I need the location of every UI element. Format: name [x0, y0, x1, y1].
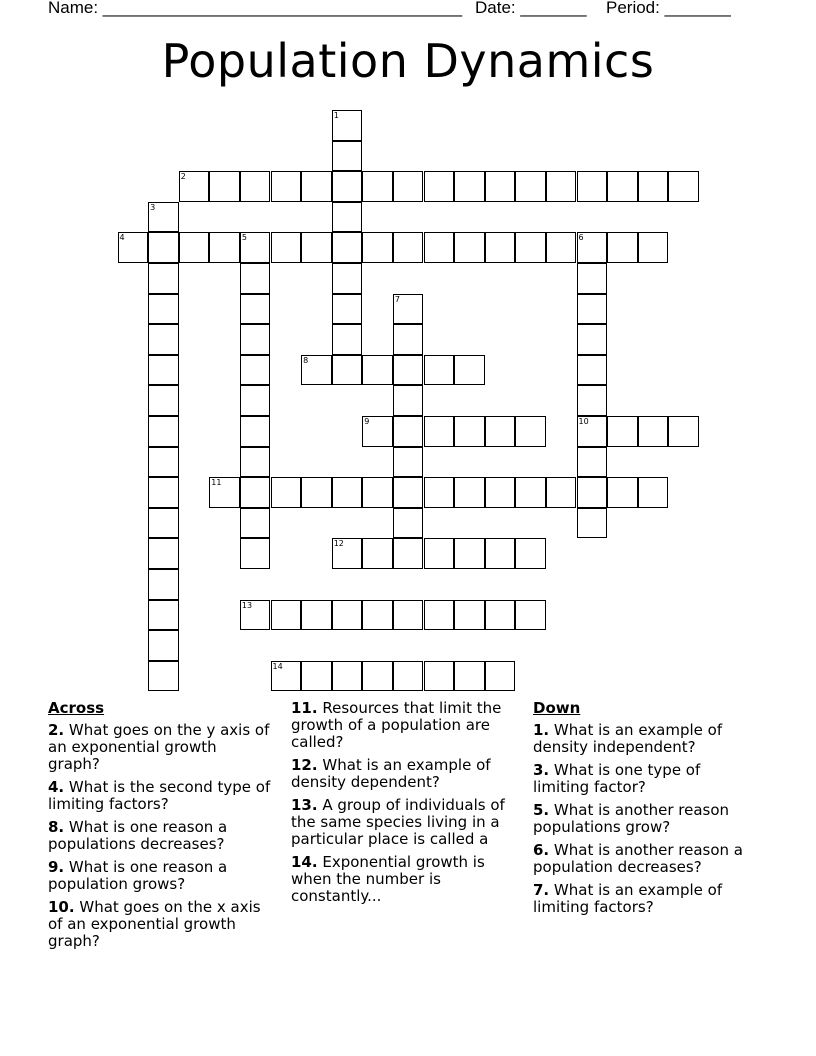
- cell-number: 13: [241, 600, 253, 610]
- grid-cell[interactable]: [148, 385, 179, 416]
- grid-cell[interactable]: [393, 447, 424, 478]
- grid-cell[interactable]: [638, 416, 669, 447]
- grid-cell[interactable]: [240, 447, 271, 478]
- grid-cell[interactable]: [668, 416, 699, 447]
- grid-cell[interactable]: [148, 600, 179, 631]
- date-field-label[interactable]: Date: _______: [475, 0, 587, 17]
- grid-cell[interactable]: [515, 171, 546, 202]
- grid-cell[interactable]: [577, 232, 608, 263]
- grid-cell[interactable]: [271, 477, 302, 508]
- cell-number: 2: [180, 172, 186, 182]
- clue-across-13: 13. A group of individuals of the same species living in a particular place is called a: [291, 796, 505, 848]
- clue-down-5: 5. What is another reason populations grow?: [533, 801, 730, 836]
- grid-cell[interactable]: [362, 477, 393, 508]
- grid-cell[interactable]: [393, 538, 424, 569]
- grid-cell[interactable]: [271, 600, 302, 631]
- grid-cell[interactable]: [240, 294, 271, 325]
- grid-cell[interactable]: [454, 232, 485, 263]
- grid-cell[interactable]: [638, 232, 669, 263]
- grid-cell[interactable]: [393, 661, 424, 692]
- grid-cell[interactable]: [393, 171, 424, 202]
- grid-cell[interactable]: [393, 600, 424, 631]
- name-field-label[interactable]: Name: ______________________________________: [48, 0, 463, 17]
- grid-cell[interactable]: [240, 171, 271, 202]
- grid-cell[interactable]: [424, 232, 455, 263]
- grid-cell[interactable]: [362, 661, 393, 692]
- grid-cell[interactable]: [393, 508, 424, 539]
- grid-cell[interactable]: [577, 294, 608, 325]
- grid-cell[interactable]: [332, 232, 363, 263]
- grid-cell[interactable]: [454, 171, 485, 202]
- grid-cell[interactable]: [240, 385, 271, 416]
- grid-cell[interactable]: [393, 294, 424, 325]
- grid-cell[interactable]: [332, 294, 363, 325]
- grid-cell[interactable]: [240, 324, 271, 355]
- grid-cell[interactable]: [271, 232, 302, 263]
- grid-cell[interactable]: [301, 232, 332, 263]
- cell-number: 10: [578, 417, 589, 426]
- grid-cell[interactable]: [393, 324, 424, 355]
- grid-cell[interactable]: [332, 355, 363, 386]
- grid-cell[interactable]: [454, 538, 485, 569]
- grid-cell[interactable]: [240, 477, 271, 508]
- grid-cell[interactable]: [301, 355, 332, 386]
- grid-cell[interactable]: [240, 355, 271, 386]
- grid-cell[interactable]: [424, 538, 455, 569]
- grid-cell[interactable]: [577, 385, 608, 416]
- grid-cell[interactable]: [393, 232, 424, 263]
- down-heading: Down: [533, 699, 581, 717]
- grid-cell[interactable]: [515, 416, 546, 447]
- cell-number: 3: [150, 202, 156, 212]
- grid-cell[interactable]: [271, 661, 302, 692]
- grid-cell[interactable]: [332, 263, 363, 294]
- clue-down-6: 6. What is another reason a population decreases?: [533, 841, 743, 876]
- grid-cell[interactable]: [301, 477, 332, 508]
- cell-number: 1: [333, 111, 339, 120]
- grid-cell[interactable]: [515, 538, 546, 569]
- grid-cell[interactable]: [240, 600, 271, 631]
- grid-cell[interactable]: [148, 263, 179, 294]
- page-title: Population Dynamics: [161, 34, 655, 88]
- grid-cell[interactable]: [240, 263, 271, 294]
- grid-cell[interactable]: [485, 171, 516, 202]
- across-clues-column-1: [48, 700, 273, 956]
- cell-number: 7: [394, 294, 400, 304]
- across-clues-column-2: [291, 700, 516, 911]
- grid-cell[interactable]: [515, 600, 546, 631]
- grid-cell[interactable]: [546, 477, 577, 508]
- grid-cell[interactable]: [148, 538, 179, 569]
- grid-cell[interactable]: [424, 416, 455, 447]
- clue-down-7: 7. What is an example of limiting factors?: [533, 881, 723, 916]
- grid-cell[interactable]: [148, 661, 179, 692]
- grid-cell[interactable]: [454, 661, 485, 692]
- down-clues-column: [533, 700, 743, 922]
- grid-cell[interactable]: [179, 232, 210, 263]
- cell-number: 4: [119, 233, 125, 243]
- grid-cell[interactable]: [454, 600, 485, 631]
- grid-cell[interactable]: [332, 661, 363, 692]
- grid-cell[interactable]: [271, 171, 302, 202]
- grid-cell[interactable]: [332, 600, 363, 631]
- grid-cell[interactable]: [179, 171, 210, 202]
- grid-cell[interactable]: [209, 232, 240, 263]
- grid-cell[interactable]: [240, 416, 271, 447]
- grid-cell[interactable]: [362, 232, 393, 263]
- grid-cell[interactable]: [362, 171, 393, 202]
- clue-across-11: 11. Resources that limit the growth of a population are called?: [291, 699, 502, 751]
- clue-across-10: 10. What goes on the x axis of an exponential growth graph?: [48, 898, 261, 950]
- grid-cell[interactable]: [332, 171, 363, 202]
- grid-cell[interactable]: [577, 508, 608, 539]
- grid-cell[interactable]: [424, 171, 455, 202]
- grid-cell[interactable]: [577, 171, 608, 202]
- grid-cell[interactable]: [577, 447, 608, 478]
- grid-cell[interactable]: [424, 355, 455, 386]
- grid-cell[interactable]: [332, 538, 363, 569]
- across-heading: Across: [48, 699, 105, 717]
- grid-cell[interactable]: [148, 508, 179, 539]
- grid-cell[interactable]: [607, 232, 638, 263]
- grid-cell[interactable]: [332, 324, 363, 355]
- clue-across-14: 14. Exponential growth is when the number is constantly...: [291, 853, 485, 905]
- grid-cell[interactable]: [546, 232, 577, 263]
- grid-cell[interactable]: [485, 600, 516, 631]
- grid-cell[interactable]: [362, 355, 393, 386]
- period-field-label[interactable]: Period: _______: [606, 0, 731, 17]
- cell-number: 11: [211, 478, 222, 488]
- grid-cell[interactable]: [485, 232, 516, 263]
- grid-cell[interactable]: [577, 263, 608, 294]
- grid-cell[interactable]: [577, 416, 608, 447]
- grid-cell[interactable]: [148, 447, 179, 478]
- cell-number: 9: [364, 417, 370, 426]
- grid-cell[interactable]: [454, 355, 485, 386]
- grid-cell[interactable]: [148, 324, 179, 355]
- grid-cell[interactable]: [240, 538, 271, 569]
- grid-cell[interactable]: [638, 171, 669, 202]
- grid-cell[interactable]: [577, 324, 608, 355]
- grid-cell[interactable]: [148, 202, 179, 233]
- grid-cell[interactable]: [301, 600, 332, 631]
- grid-cell[interactable]: [424, 477, 455, 508]
- grid-cell[interactable]: [148, 477, 179, 508]
- grid-cell[interactable]: [515, 477, 546, 508]
- grid-cell[interactable]: [393, 416, 424, 447]
- grid-cell[interactable]: [485, 477, 516, 508]
- grid-cell[interactable]: [148, 355, 179, 386]
- grid-cell[interactable]: [454, 416, 485, 447]
- grid-cell[interactable]: [424, 661, 455, 692]
- grid-cell[interactable]: [424, 600, 455, 631]
- grid-cell[interactable]: [362, 416, 393, 447]
- clue-across-4: 4. What is the second type of limiting factors?: [48, 778, 271, 813]
- grid-cell[interactable]: [240, 508, 271, 539]
- grid-cell[interactable]: [240, 232, 271, 263]
- grid-cell[interactable]: [332, 202, 363, 233]
- grid-cell[interactable]: [148, 294, 179, 325]
- clue-across-2: 2. What goes on the y axis of an exponential growth graph?: [48, 721, 270, 773]
- grid-cell[interactable]: [485, 538, 516, 569]
- grid-cell[interactable]: [332, 141, 363, 172]
- cell-number: 6: [578, 233, 584, 243]
- grid-cell[interactable]: [607, 171, 638, 202]
- grid-cell[interactable]: [362, 600, 393, 631]
- cell-number: 14: [272, 661, 283, 671]
- clue-across-9: 9. What is one reason a population grows?: [48, 858, 228, 893]
- clue-down-3: 3. What is one type of limiting factor?: [533, 761, 701, 796]
- grid-cell[interactable]: [577, 355, 608, 386]
- grid-cell[interactable]: [638, 477, 669, 508]
- clue-across-8: 8. What is one reason a populations decreases?: [48, 818, 228, 853]
- grid-cell[interactable]: [118, 232, 149, 263]
- grid-cell[interactable]: [515, 232, 546, 263]
- grid-cell[interactable]: [546, 171, 577, 202]
- clue-across-12: 12. What is an example of density dependent?: [291, 756, 491, 791]
- cell-number: 5: [241, 233, 247, 243]
- grid-cell[interactable]: [362, 538, 393, 569]
- cell-number: 8: [303, 355, 309, 365]
- grid-cell[interactable]: [148, 416, 179, 447]
- grid-cell[interactable]: [148, 569, 179, 600]
- grid-cell[interactable]: [485, 661, 516, 692]
- grid-cell[interactable]: [577, 477, 608, 508]
- grid-cell[interactable]: [485, 416, 516, 447]
- grid-cell[interactable]: [301, 661, 332, 692]
- grid-cell[interactable]: [209, 477, 240, 508]
- grid-cell[interactable]: [607, 416, 638, 447]
- grid-cell[interactable]: [393, 385, 424, 416]
- grid-cell[interactable]: [209, 171, 240, 202]
- grid-cell[interactable]: [332, 110, 363, 141]
- grid-cell[interactable]: [393, 477, 424, 508]
- clue-down-1: 1. What is an example of density independent?: [533, 721, 723, 756]
- grid-cell[interactable]: [301, 171, 332, 202]
- grid-cell[interactable]: [607, 477, 638, 508]
- grid-cell[interactable]: [332, 477, 363, 508]
- cell-number: 12: [333, 539, 344, 549]
- grid-cell[interactable]: [148, 232, 179, 263]
- grid-cell[interactable]: [148, 630, 179, 661]
- grid-cell[interactable]: [668, 171, 699, 202]
- grid-cell[interactable]: [454, 477, 485, 508]
- grid-cell[interactable]: [393, 355, 424, 386]
